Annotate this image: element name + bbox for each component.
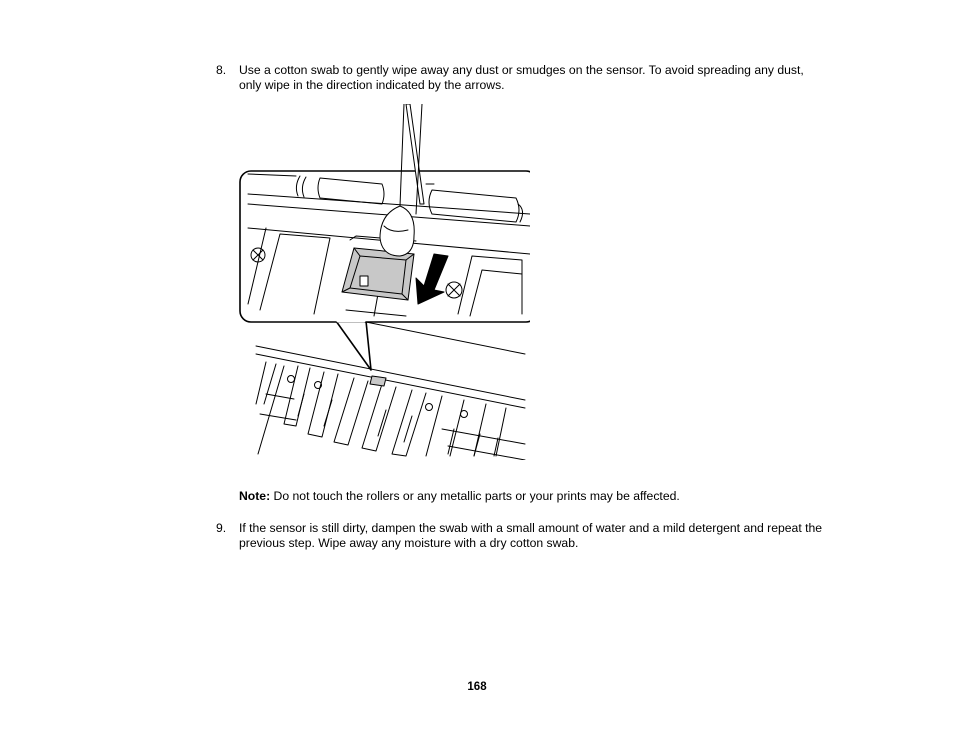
- step-text: Use a cotton swab to gently wipe away any dust or smudges on the sensor. To avoid spreading any dust, only wipe in the direction indicated by the arrows.: [239, 63, 804, 92]
- note: [239, 489, 839, 504]
- step-text: If the sensor is still dirty, dampen the swab with a small amount of water and a mild detergent and repeat the previous step. Wipe away any moisture with a dry cotton swab.: [239, 521, 823, 550]
- note-text: Do not touch the rollers or any metallic parts or your prints may be affected.: [270, 489, 680, 503]
- step-number: 9.: [216, 521, 227, 535]
- page-number: 168: [467, 681, 487, 693]
- printer-platen: [256, 322, 525, 460]
- sensor-cleaning-illustration: [236, 104, 530, 460]
- note-label: Note:: [239, 489, 271, 503]
- sensor-location-marker: [370, 376, 386, 386]
- step-number: 8.: [216, 63, 227, 77]
